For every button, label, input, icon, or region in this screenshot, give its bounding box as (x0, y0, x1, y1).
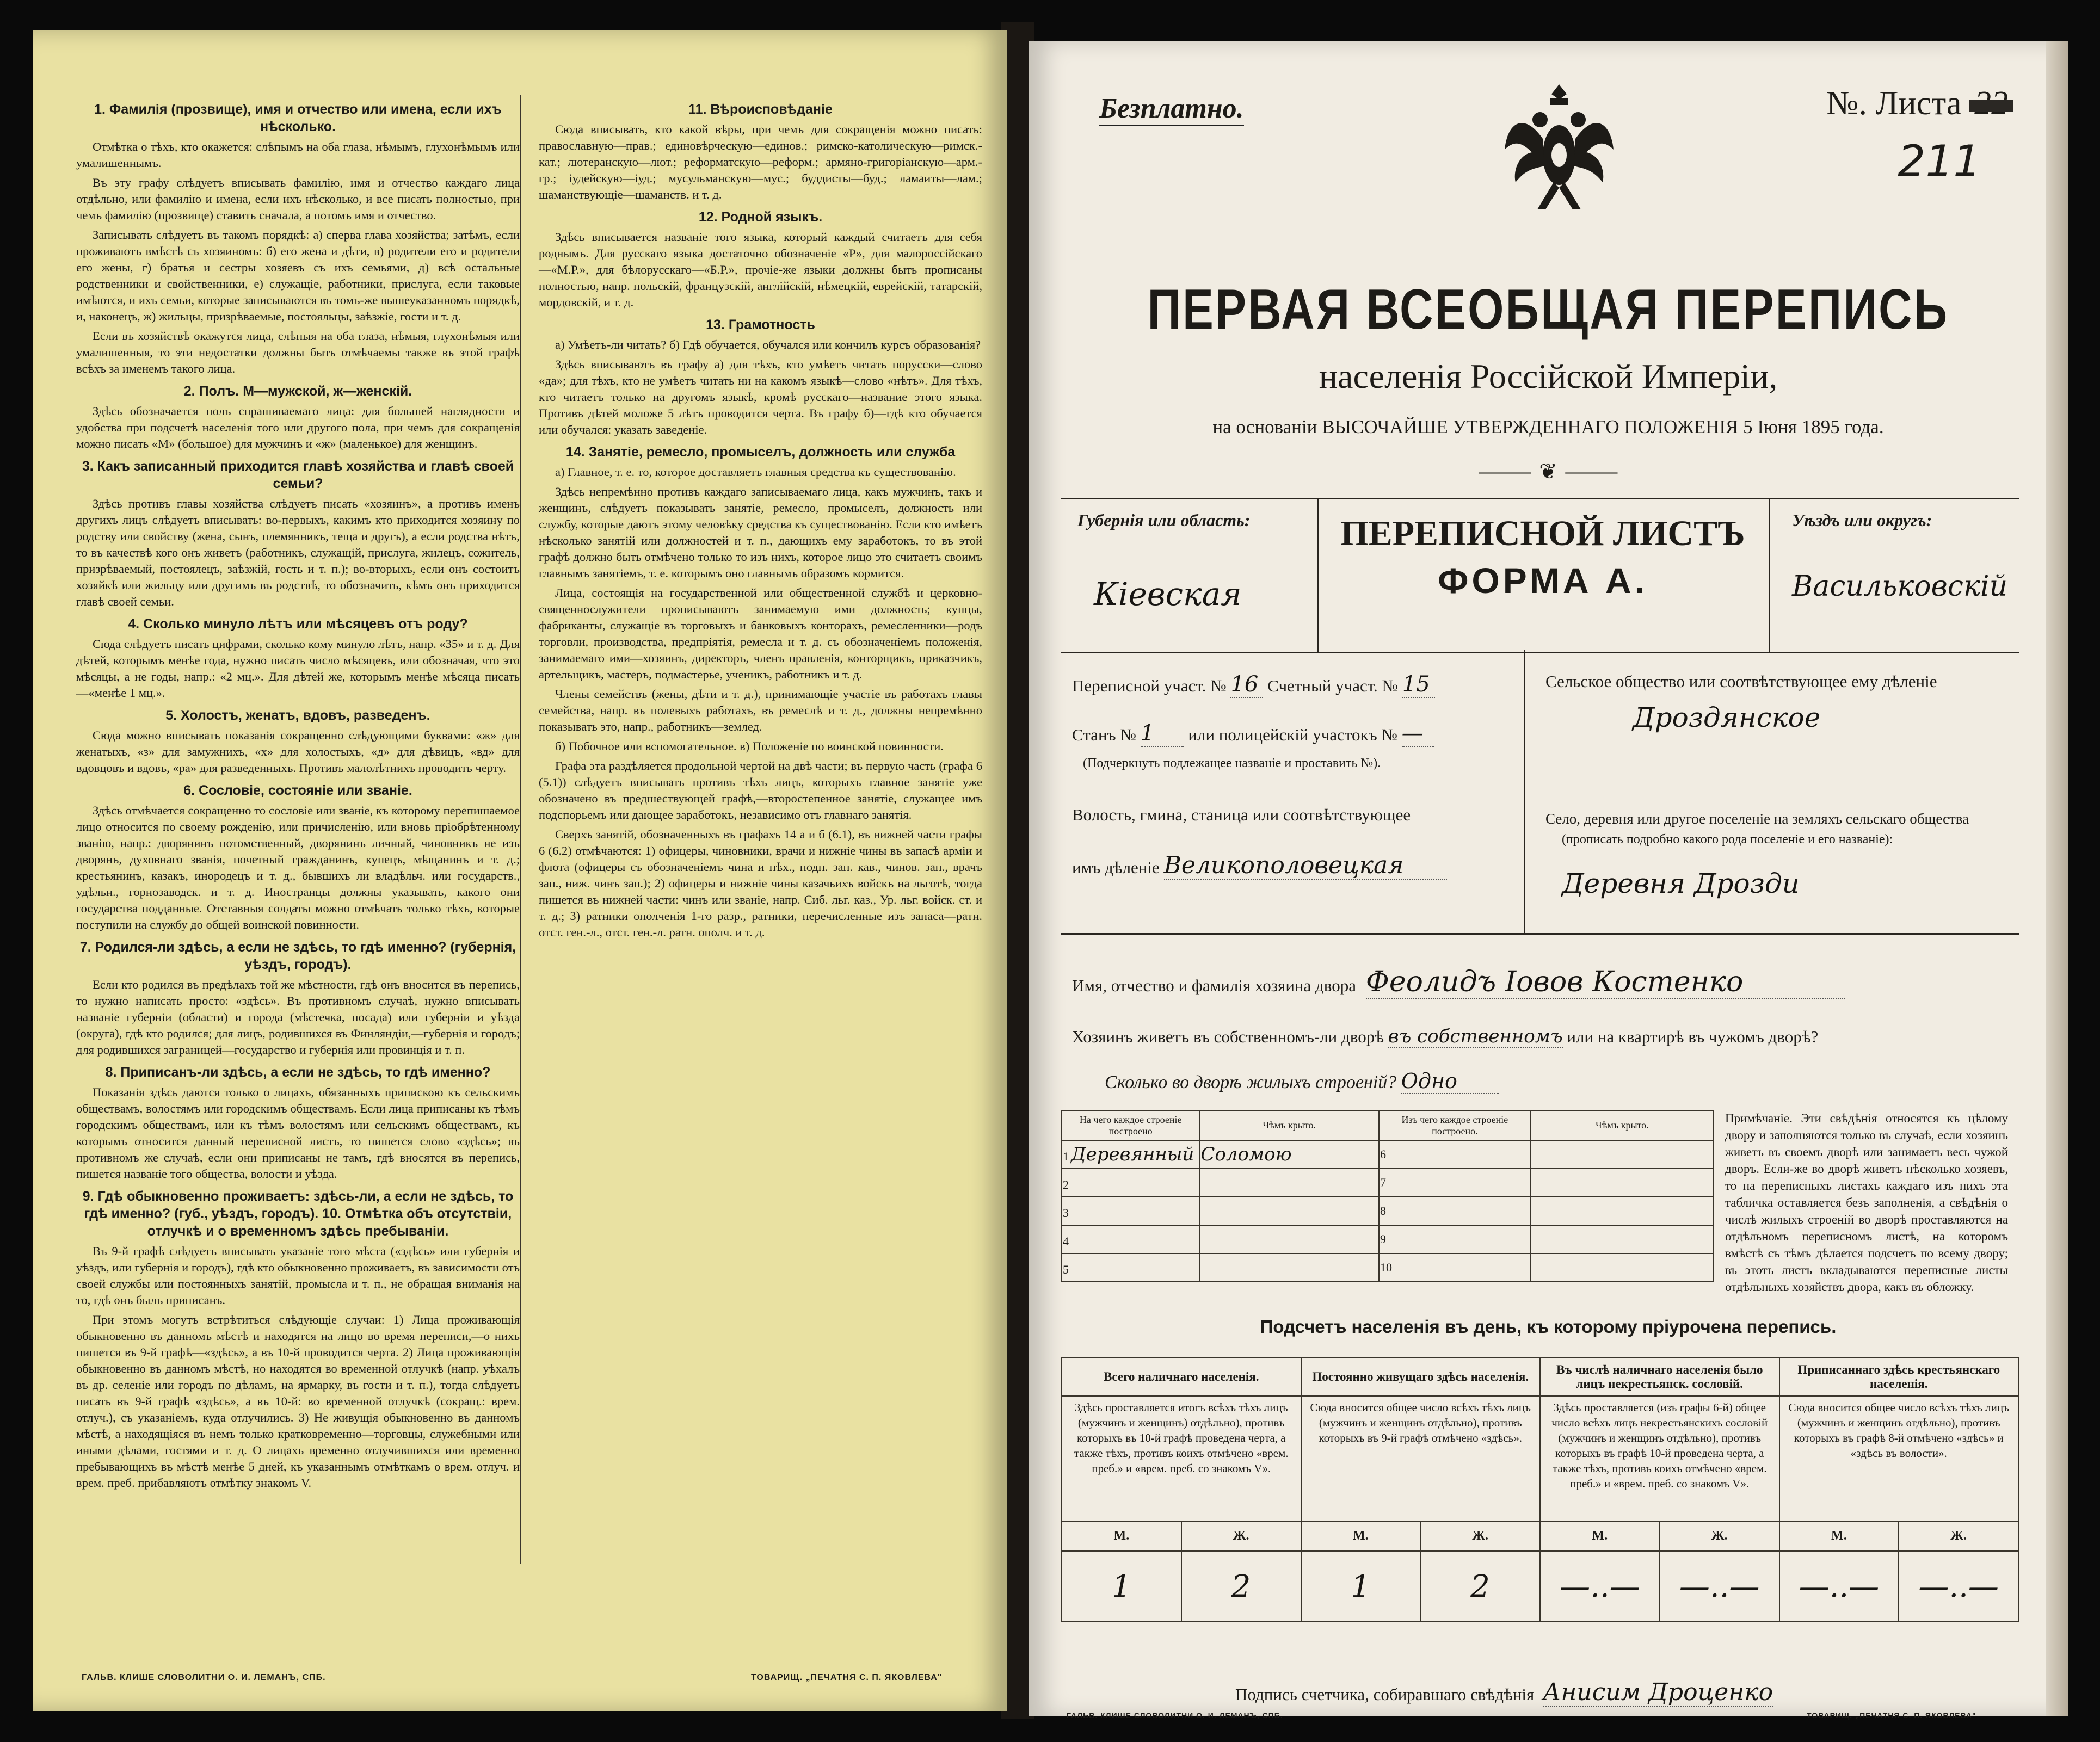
row-number: 5 (1063, 1263, 1069, 1276)
male-count: —..— (1540, 1551, 1660, 1622)
section-heading: 6. Сословіе, состояніе или званіе. (183, 783, 412, 798)
building-cell (1062, 1225, 1199, 1253)
census-subtitle: населенія Россійской Имперіи, (1319, 357, 1778, 396)
uezd-value: Васильковскій (1792, 570, 2008, 603)
building-material: Деревянный (1071, 1144, 1194, 1165)
village-society-label: Сельское общество или соотвѣтствующее ему дѣленіе (1545, 672, 1937, 691)
section-heading: 4. Сколько минуло лѣтъ или мѣсяцевъ отъ роду? (128, 616, 468, 632)
ornament-divider: ⸻ ❦ ⸻ (1477, 459, 1619, 484)
form-title-line1: ПЕРЕПИСНОЙ ЛИСТЪ (1340, 514, 1745, 553)
bld-header-material-right: Изъ чего каждое строеніе построено. (1379, 1110, 1531, 1140)
population-count-table (1061, 1357, 2019, 1622)
volost-label-1: Волость, гмина, станица или соотвѣтствующее (1072, 805, 1411, 824)
perepisnoi-uchast-label: Переписной участ. № (1072, 676, 1227, 695)
male-header: М. (1540, 1521, 1660, 1551)
section-heading: 1. Фамилія (прозвище), имя и отчество или имена, если ихъ нѣсколько. (94, 102, 502, 134)
gubernia-box (1061, 499, 1319, 652)
empty-cell (1531, 1197, 1714, 1225)
left-page-instructions (33, 30, 1007, 1711)
strike-mark (1969, 100, 2013, 112)
perepisnoi-uchast-value: 16 (1230, 672, 1263, 698)
row-number: 6 (1380, 1147, 1386, 1161)
lives-line (1072, 1026, 1818, 1048)
lives-tail: или на квартирѣ въ чужомъ дворѣ? (1567, 1027, 1819, 1046)
schetny-uchast-value: 15 (1402, 672, 1435, 698)
printer-credit-right-rp: ТОВАРИЩ. „ПЕЧАТНЯ С. П. ЯКОВЛЕВА" (1807, 1711, 1976, 1720)
row-number: 7 (1380, 1176, 1386, 1189)
building-cell (1199, 1253, 1379, 1282)
section-paragraph: Здѣсь непремѣнно противъ каждаго записываемаго лица, какъ мужчинъ, такъ и женщинъ, слѣдуетъ показывать занятіе, ремесло, промыселъ, должность или службу, которые даютъ этому человѣку средства къ существованію. Если кто имѣетъ нѣсколько занятій или должностей и т. п., дающихъ ему заработокъ, то въ этой графѣ должно быть отмѣчено только то изъ нихъ, которое лицо это считаетъ своимъ главнымъ занятіемъ, т. е. которымъ оно главнымъ образомъ кормится. (539, 485, 982, 580)
section-paragraph: б) Побочное или вспомогательное. в) Положеніе по воинской повинности. (555, 739, 944, 753)
printer-credit-left-rp: ГАЛЬВ. КЛИШЕ СЛОВОЛИТНИ О. И. ЛЕМАНЪ, СПБ. (1067, 1711, 1283, 1720)
building-cell (1062, 1140, 1199, 1169)
page-edge (2046, 41, 2068, 1716)
building-row (1062, 1197, 1714, 1225)
free-label: Безплатно. (1099, 92, 1244, 126)
printer-credit-right: ТОВАРИЩ. „ПЕЧАТНЯ С. П. ЯКОВЛЕВА" (751, 1673, 943, 1682)
right-page-census-form (1029, 41, 2068, 1720)
list-number (1826, 84, 2008, 123)
owner-line (1072, 966, 1997, 999)
section-heading: 13. Грамотность (706, 317, 815, 332)
section-paragraph: Здѣсь противъ главы хозяйства слѣдуетъ писать «хозяинъ», а противъ именъ другихъ лицъ слѣдуетъ вписывать: во-первыхъ, какимъ кто приходится хозяину по родству или свойству (жена, сынъ, племянникъ, теща и другъ), а если родства нѣтъ, то въ качествѣ кого онъ живетъ (работникъ, служащій, прислуга, жилецъ, сожитель, призрѣваемый, постоялецъ, заѣзжій, гость и т. п.); во-вторыхъ, если онъ состоитъ хозяйкѣ или жильцу или другимъ въ родствѣ, то обозначить, кѣмъ онъ приходится главѣ своей семьи. (76, 497, 520, 608)
section-paragraph: Сюда вписывать, кто какой вѣры, при чемъ для сокращенія можно писать: православную—прав.; единовѣрческую—единов.; римско-католическую—римск.-кат.; лютеранскую—лют.; реформатскую—реформ.; армяно-григоріанскую—арм.-гр.; іудейскую—іуд.; мусульманскую—мус.; буддисты—буд.; ламаиты—лам.; шаманствующіе—шаманств. и т. д. (539, 122, 982, 201)
section-paragraph: Здѣсь отмѣчается сокращенно то сословіе или званіе, къ которому перепишаемое лицо относится по своему рожденію, или причисленію, или вновь пріобрѣтенному званію, напр.: дворянинъ потомственный, дворянинъ личный, чиновникъ не изъ дворянъ, духовнаго званія, почетный гражданинъ, купецъ, мѣщанинъ и т. д.; крестьянинъ, казакъ, инородецъ и т. д., бывшихъ ли владѣльч. или государств., удѣльн., горнозаводск. и т. д. Иностранцы должны указывать, какого они государства подданные. Отставныя солдаты можно отмѣчать только тѣхъ, которые поступили на службу до общей воинской повинности. (76, 804, 520, 931)
female-count: 2 (1181, 1551, 1301, 1622)
uezd-label: Уѣздъ или округъ: (1792, 510, 1932, 530)
building-cell (1062, 1169, 1199, 1197)
bld-header-material-left: На чего каждое строеніе построено (1062, 1110, 1199, 1140)
census-basis: на основаніи ВЫСОЧАЙШЕ УТВЕРЖДЕННАГО ПОЛОЖЕНІЯ 5 Іюня 1895 года. (1212, 416, 1884, 437)
volost-line (1072, 851, 1447, 880)
row-number: 10 (1380, 1261, 1392, 1274)
section-heading: 8. Приписанъ-ли здѣсь, а если не здѣсь, то гдѣ именно? (105, 1065, 491, 1080)
section-heading: 3. Какъ записанный приходится главѣ хозяйства и главѣ своей семьи? (82, 459, 514, 491)
count-group-title: Въ числѣ наличнаго населенія было лицъ некрестьянск. сословій. (1540, 1358, 1779, 1396)
male-header: М. (1301, 1521, 1421, 1551)
village-society-value: Дроздянское (1633, 702, 1821, 733)
female-header: Ж. (1899, 1521, 2018, 1551)
building-row (1062, 1225, 1714, 1253)
building-cell (1199, 1169, 1379, 1197)
row-number: 4 (1063, 1234, 1069, 1248)
double-headed-eagle-emblem (1502, 79, 1616, 220)
lives-value: въ собственномъ (1388, 1026, 1563, 1047)
volost-label-2: имъ дѣленіе (1072, 858, 1160, 877)
census-title: ПЕРВАЯ ВСЕОБЩАЯ ПЕРЕПИСЬ (1147, 278, 1949, 341)
count-group-description: Здѣсь проставляется (изъ графы 6-й) общее число всѣхъ лицъ некрестьянскихъ сословій (мужчинъ и женщинъ отдѣльно), противъ которыхъ въ графѣ 10-й проведена черта, а также тѣхъ, противъ коихъ отмѣчено «врем. преб.» и «врем. преб. со знакомъ V». (1540, 1396, 1779, 1521)
row-number: 3 (1063, 1206, 1069, 1220)
count-group-description: Здѣсь проставляется итогъ всѣхъ тѣхъ лицъ (мужчинъ и женщинъ) отдѣльно), противъ которыхъ въ 10-й графѣ проведена черта, а также тѣхъ, противъ коихъ отмѣчено «врем. преб.» и «врем. преб. со знакомъ V». (1062, 1396, 1301, 1521)
lives-label: Хозяинъ живетъ въ собственномъ-ли дворѣ (1072, 1027, 1384, 1046)
schetny-uchast-label: Счетный участ. № (1267, 676, 1399, 695)
building-cell (1379, 1169, 1531, 1197)
male-count: 1 (1062, 1551, 1181, 1622)
village-label-2: (прописать подробно какого рода поселеніе и его названіе): (1562, 832, 1893, 847)
printer-credit-left: ГАЛЬВ. КЛИШЕ СЛОВОЛИТНИ О. И. ЛЕМАНЪ, СПБ. (82, 1673, 326, 1682)
instructions-column-1 (76, 95, 520, 1494)
section-heading: 11. Вѣроисповѣданіе (688, 102, 833, 117)
count-group-description: Сюда вносится общее число всѣхъ тѣхъ лицъ (мужчинъ и женщинъ отдѣльно), противъ которыхъ въ 9-й графѣ отмѣчено «здѣсь». (1301, 1396, 1541, 1521)
row-number: 1 (1063, 1150, 1069, 1163)
section-paragraph: Графа эта раздѣляется продольной чертой на двѣ части; въ первую часть (графа 6 (5.1)) слѣдуетъ вписывать противъ тѣхъ лицъ, которыхъ главное занятіе уже обозначено въ предшествующей графѣ,—второстепенное занятіе, служащее имъ подспорьемъ или дающее заработокъ, независимо отъ главнаго занятія. (539, 759, 982, 821)
male-header: М. (1779, 1521, 1899, 1551)
section-paragraph: Если въ хозяйствѣ окажутся лица, слѣпыя на оба глаза, нѣмыя, глухонѣмыя или умалишенныя, то эти недостатки должны быть отмѣчаемы также въ этой графѣ всѣхъ за именемъ такого лица. (76, 329, 520, 375)
building-roof: Соломою (1200, 1144, 1292, 1165)
section-paragraph: Члены семействъ (жены, дѣти и т. д.), принимающіе участіе въ работахъ главы семейства, напр. въ полевыхъ работахъ, въ ремеслѣ и т. д., должны непремѣнно показывать это, напр., работникъ—землед. (539, 687, 982, 733)
count-group-title: Приписаннаго здѣсь крестьянскаго населенія. (1779, 1358, 2019, 1396)
bld-header-roof-left: Чѣмъ крыто. (1199, 1110, 1379, 1140)
building-row (1062, 1140, 1714, 1169)
form-title-box (1317, 499, 1769, 652)
count-group-title: Постоянно живущаго здѣсь населенія. (1301, 1358, 1541, 1396)
section-paragraph: Лица, состоящія на государственной или общественной службѣ и церковно-священнослужители прописываютъ занимаемую ими должность; купцы, фабриканты, служащіе въ торговыхъ и банковыхъ конторахъ, ремесленники—родъ торговли, производства, предпріятія, ремесла и т. д. съ обозначеніемъ положенія, занимаемаго ими—хозяинъ, директоръ, членъ правленія, конторщикъ, приказчикъ, артельщикъ, мастеръ, подмастерье, ученикъ, работникъ и т. д. (539, 586, 982, 681)
count-title: Подсчетъ населенія въ день, къ которому пріурочена перепись. (1260, 1317, 1837, 1337)
owner-label: Имя, отчество и фамилія хозяина двора (1072, 976, 1356, 995)
stan-label: Станъ № (1072, 725, 1136, 744)
building-row (1062, 1169, 1714, 1197)
empty-cell (1531, 1169, 1714, 1197)
police-value: — (1402, 721, 1434, 747)
building-cell (1379, 1197, 1531, 1225)
section-paragraph: Въ эту графу слѣдуетъ вписывать фамилію, имя и отчество каждаго лица отдѣльно, или фамилію и имена, если ихъ нѣсколько, и все писать полностью, при чемъ фамилію (прозвище) ставить сначала, а потомъ имя и отчество. (76, 176, 520, 222)
row-number: 9 (1380, 1232, 1386, 1246)
building-cell (1379, 1225, 1531, 1253)
empty-cell (1531, 1225, 1714, 1253)
section-paragraph: При этомъ могутъ встрѣтиться слѣдующіе случаи: 1) Лица проживающія обыкновенно въ данномъ мѣстѣ и находятся на лицо во время переписи,—о нихъ пишется въ 9-й графѣ—«здѣсь», а въ 10-й проводится черта. 2) Лица проживающія обыкновенно въ данномъ мѣстѣ, но находятся во временной отлучкѣ (напр. уѣхалъ въ др. селеніе или городъ по дѣламъ, на ярмарку, въ гости и т. п.), тогда слѣдуетъ писать въ 9-й графѣ «здѣсь», а въ 10-й: во временной отлучкѣ (сокращ.: врем. отлуч.), съ указаніемъ, куда отлучились. 3) Не живущія обыкновенно въ данномъ мѣстѣ, а находящіяся въ немъ только кратковременно—торговцы, служебными или иными дѣлами, гостями и т. д. О лицахъ временно отлучившихся или временно пребывающихъ въ мѣстѣ менѣе 5 дней, къ указаннымъ отмѣткамъ о врем. отлуч. и врем. преб. прибавляютъ отмѣтку знакомъ V. (76, 1313, 520, 1490)
gubernia-value: Кіевская (1094, 576, 1242, 613)
buildings-table (1061, 1110, 1714, 1282)
column-rule (520, 95, 521, 1564)
female-header: Ж. (1181, 1521, 1301, 1551)
female-header: Ж. (1660, 1521, 1779, 1551)
instructions-column-2 (539, 95, 982, 944)
volost-value: Великополовецкая (1164, 851, 1447, 880)
village-label-1: Село, деревня или другое поселеніе на земляхъ сельскаго общества (1545, 811, 1969, 827)
building-cell (1062, 1197, 1199, 1225)
female-count: —..— (1660, 1551, 1779, 1622)
building-row (1062, 1253, 1714, 1282)
male-count: 1 (1301, 1551, 1421, 1622)
section-paragraph: Здѣсь обозначается полъ спрашиваемаго лица: для большей наглядности и удобства при подсчетѣ населенія того или другого пола, при чемъ для сокращенія можно писать «М» (большое) для мужчинъ и «ж» (маленькое) для женщинъ. (76, 404, 520, 450)
section-paragraph: Если кто родился въ предѣлахъ той же мѣстности, гдѣ онъ вносится въ перепись, то нужно написать просто: «здѣсь». Въ противномъ случаѣ, нужно вписывать названіе губерніи (области) и города (мѣстечка, посада) или губерніи и уѣзда (округа), гдѣ кто родился; для лицъ, родившихся въ Финляндіи,—губернія и городъ; для родившихся заграницей—государство и губернія или провинція и т. п. (76, 978, 520, 1057)
section-paragraph: Здѣсь вписываютъ въ графу а) для тѣхъ, кто умѣетъ читать порусски—слово «да»; для тѣхъ, кто не умѣетъ читать ни на какомъ языкѣ—слово «нѣтъ». Для тѣхъ, кто читаетъ только на другомъ языкѣ, кромѣ русскаго—название этого языка. Противъ дѣтей моложе 5 лѣтъ проводится черта. Въ графу б)—гдѣ кто обучается или обучался: указать заведеніе. (539, 357, 982, 436)
section-paragraph: Записывать слѣдуетъ въ такомъ порядкѣ: а) сперва глава хозяйства; затѣмъ, если проживаютъ вмѣстѣ съ хозяиномъ: б) его жена и дѣти, в) родители его и родители его жены, г) братья и сестры хозяевъ съ ихъ семьями, д) всѣ остальные родственники и свойственники, е) служащіе, работники, прислуга, если таковые имѣются, и ихъ семьи, которые записываются въ томъ-же вышеуказанномъ порядкѣ, и, наконецъ, ж) жильцы, призрѣваемые, постояльцы, заѣзжіе, гости и т. д. (76, 228, 520, 323)
list-number-handwritten: 211 (1898, 136, 1981, 187)
section-heading: 7. Родился-ли здѣсь, а если не здѣсь, то гдѣ именно? (губернія, уѣздъ, городъ). (79, 940, 516, 972)
building-cell (1379, 1253, 1531, 1282)
building-cell (1199, 1197, 1379, 1225)
stan-line (1072, 721, 1434, 747)
empty-cell (1531, 1253, 1714, 1282)
count-group-description: Сюда вносится общее число всѣхъ тѣхъ лицъ (мужчинъ и женщинъ отдѣльно), противъ которыхъ въ графѣ 8-й отмѣчено «здѣсь» и «здѣсь въ волости». (1779, 1396, 2019, 1521)
count-group-title: Всего наличнаго населенія. (1062, 1358, 1301, 1396)
uchast-line (1072, 672, 1435, 698)
male-count: —..— (1779, 1551, 1899, 1622)
section-heading: 12. Родной языкъ. (698, 209, 823, 225)
village-value: Деревня Дрозди (1562, 868, 1800, 899)
section-heading: 2. Полъ. М—мужской, ж—женскій. (183, 384, 412, 399)
section-heading: 5. Холостъ, женатъ, вдовъ, разведенъ. (165, 708, 430, 723)
section-paragraph: Сюда слѣдуетъ писать цифрами, сколько кому минуло лѣтъ, напр. «35» и т. д. Для дѣтей, которымъ менѣе года, нужно писать число мѣсяцевъ, или обозначая, что это мѣсяцы, а не годы, напр.: «2 мц.». Для дѣтей же, которымъ менѣе мѣсяца писать—«менѣе 1 мц.». (76, 637, 520, 700)
section-paragraph: Сюда можно вписывать показанія сокращенно слѣдующими буквами: «ж» для женатыхъ, «з» для замужнихъ, «х» для холостыхъ, «д» для дѣвицъ, «вд» для вдовцовъ и вдовъ, «ра» для разведенныхъ. Противъ малолѣтнихъ проводить черту. (76, 728, 520, 775)
empty-cell (1531, 1140, 1714, 1169)
signature-value: Анисим Дроценко (1543, 1678, 1773, 1706)
uezd-box (1769, 499, 2021, 652)
section-paragraph: Отмѣтка о тѣхъ, кто окажется: слѣпымъ на оба глаза, нѣмымъ, глухонѣмымъ или умалишеннымъ. (76, 140, 520, 170)
bld-header-roof-right: Чѣмъ крыто. (1531, 1110, 1714, 1140)
section-heading: 9. Гдѣ обыкновенно проживаетъ: здѣсь-ли, а если не здѣсь, то гдѣ именно? (губ., уѣздъ, городъ). 10. Отмѣтка объ отсутствіи, отлучкѣ и о временномъ здѣсь пребываніи. (82, 1189, 514, 1239)
male-header: М. (1062, 1521, 1181, 1551)
list-number-label: №. Листа (1826, 85, 1962, 122)
header-boxes (1061, 498, 2019, 653)
building-cell (1379, 1140, 1531, 1169)
female-count: 2 (1420, 1551, 1540, 1622)
location-fields (1061, 650, 2019, 935)
section-paragraph: Здѣсь вписывается названіе того языка, который каждый считаетъ для себя роднымъ. Для русскаго языка достаточно обозначеніе «Р», для малороссійскаго—«М.Р.», для бѣлорусскаго—«Б.Р.», прочіе-же языки должны быть прописаны полностью, напр. польскій, французскій, англійскій, нѣмецкій, еврейскій, татарскій, мордовскій, и т. д. (539, 230, 982, 309)
police-label: или полицейскій участокъ № (1188, 725, 1397, 744)
fields-divider (1524, 650, 1525, 933)
section-paragraph: Въ 9-й графѣ слѣдуетъ вписывать указаніе того мѣста («здѣсь» или губернія и уѣздъ, или губернія и городъ), гдѣ кто обыкновенно проживаетъ, въ зависимости отъ своей службы или постоянныхъ занятій, промысла и т. п., не обращая вниманія на то, гдѣ онъ былъ приписанъ. (76, 1244, 520, 1307)
buildings-note: Примѣчаніе. Эти свѣдѣнія относятся къ цѣлому двору и заполняются только въ случаѣ, если хозяинъ живетъ въ своемъ дворѣ или занимаетъ весь чужой дворъ. Если-же во дворѣ живетъ нѣсколько хозяевъ, то на переписныхъ листахъ каждаго изъ нихъ эта табличка оставляется безъ заполненія, а свѣдѣнія о числѣ жилыхъ строеній во дворѣ проставляются на отдѣльномъ переписномъ листѣ, на которомъ вмѣстѣ съ тѣмъ дѣлается подсчетъ по всему двору; въ этотъ листъ вкладываются переписные листы отдѣльныхъ хозяйствъ двора, какъ въ обложку. (1725, 1111, 2008, 1294)
row-number: 2 (1063, 1178, 1069, 1191)
owner-value: Феолидъ Іовов Костенко (1366, 966, 1845, 999)
building-cell (1199, 1140, 1379, 1169)
section-paragraph: Показанія здѣсь даются только о лицахъ, обязанныхъ припискою къ сельскимъ обществамъ, волостямъ или городскимъ обществамъ. Если лица приписаны къ тѣмъ городскимъ обществамъ, или къ тѣмъ волостямъ или сельскимъ обществамъ, къ которымъ относится данный переписной листъ, то пишется слово «здѣсь»; въ противномъ же случаѣ, если они приписаны не тамъ, гдѣ вносятся въ перепись, пишется названіе того общества, волости и уѣзда. (76, 1085, 520, 1181)
female-header: Ж. (1420, 1521, 1540, 1551)
underline-note: (Подчеркнуть подлежащее названіе и проставить №). (1083, 756, 1381, 770)
building-cell (1062, 1253, 1199, 1282)
section-paragraph: Сверхъ занятій, обозначенныхъ въ графахъ 14 а и б (6.1), въ нижней части графы 6 (6.2) отмѣчаются: 1) офицеры, чиновники, врачи и нижніе чины въ запасѣ арміи и флота (офицеры съ обозначеніемъ чина и пѣх., подп. зап. кав., чинов. зап., врачъ зап., ниж. чинъ зап.); 2) офицеры и нижніе чины казачьихъ войскъ на льготѣ, тогда пишется въ нижней части: чинъ или званіе, напр. Сиб. льг. каз., Ур. льг. войск. ст. и т. д.; 3) ратники ополченія 1-го разр., ратники, перечисленные изъ запаса—ратн. отст. ген.-л., отст. ген.-л. ратн. ополч. и т. д. (539, 827, 982, 939)
section-heading: 14. Занятіе, ремесло, промыселъ, должность или служба (565, 444, 956, 460)
signature-line (1235, 1678, 1773, 1707)
signature-label: Подпись счетчика, собиравшаго свѣдѣнія (1235, 1685, 1535, 1704)
section-paragraph: а) Главное, т. е. то, которое доставляетъ главныя средства къ существованію. (555, 465, 956, 479)
stan-value: 1 (1141, 721, 1184, 747)
building-cell (1199, 1225, 1379, 1253)
form-title-line2: ФОРМА А. (1438, 560, 1648, 601)
gubernia-label: Губернія или область: (1077, 510, 1251, 530)
female-count: —..— (1899, 1551, 2018, 1622)
buildings-label: Сколько во дворѣ жилыхъ строеній? (1105, 1072, 1397, 1092)
buildings-value: Одно (1401, 1069, 1499, 1094)
section-paragraph: а) Умѣетъ-ли читать? б) Гдѣ обучается, обучался или кончилъ курсъ образованія? (555, 338, 981, 351)
row-number: 8 (1380, 1204, 1386, 1218)
buildings-line (1105, 1069, 1499, 1094)
